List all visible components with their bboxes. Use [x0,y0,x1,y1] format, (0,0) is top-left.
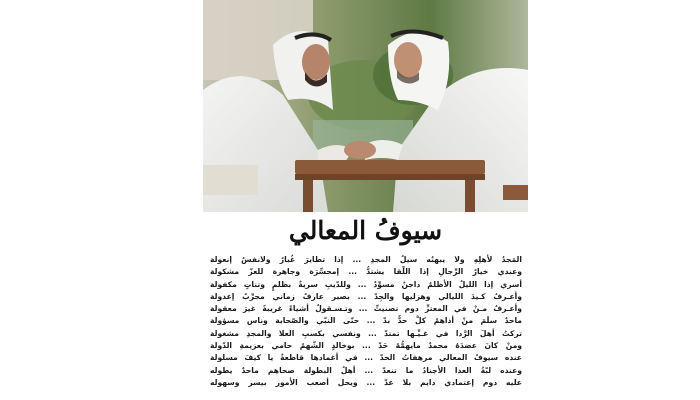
poem-verse: تركتُ أهلَ الرَّدا في غـيِّـها تمتدّ ... ونفسي بكسبِ العلا والمجدِ مشغولة [210,328,522,338]
clasped-hands [344,141,376,159]
poem-title: سيوفُ المعالي [288,216,443,245]
poem-verse: ماحدٌ سلَمَ منْ أذاهمُ كلٌّ حدٌّ بدّ ... حتّى النبّي والصّحابة وناس مسؤولة [210,316,522,326]
poem-verse: أسري إذا الليلُ الأظلمُ داجنٌ مسوِّدٌ ... وللدّيبِ سريةٌ بظلمٍ وتناتٍ مكفولة [210,279,522,289]
poem-verse: عنده سيوفُ المعالي مرهفاتُ الحدّ ... في أغمادها قاطعةٌ يا كيفَ مسلولة [210,353,522,363]
poem-verse: وعندي خيارٌ الرِّجالِ إذا اللِّقا يشتدُّ ... إمحسِّرَة وجاهرة للعزّ مشكولة [210,267,522,277]
poem-body [210,254,522,389]
poem-verse: عليه دوم إعتمادي دايم بلا عدّ ... ويحل أصعب الأمور بيسر وسهوله [210,377,522,387]
poem-verse: المَجدُ لأهلِهِ ولا يبهتُه سيلُ المجدِ ... إذا تطايرَ غُبارٌ ولانفسُ إنعولة [210,255,522,264]
photo-illustration [203,0,528,212]
poem-verse: ومنْ كانَ عضدَهُ محمدٌ مايهمُّهُ حَدّ ... بوخالدٍ الشّهمُ حامي بعزيمةِ الدّولة [210,341,522,351]
poem-verse: وعنده لبّةُ العدا الأجنادُ ما تنعدّ ... أهلُ البطولة صحاهم ماحدٌ يطوله [210,365,522,375]
poem-verse: وأعـرفُ كـيدَ الليالي وهزليها والجِدّ ... بصير عارفٌ زماني مجرِّبٌ إعدولة [210,291,522,301]
article-photo [203,0,528,212]
poem-verse: وأعـرفُ مـنْ في المعتزِّ دوم تصنيتِّ ... وتـسـقولُ أشياءً غريبةً غيرَ معقولة [210,304,522,314]
